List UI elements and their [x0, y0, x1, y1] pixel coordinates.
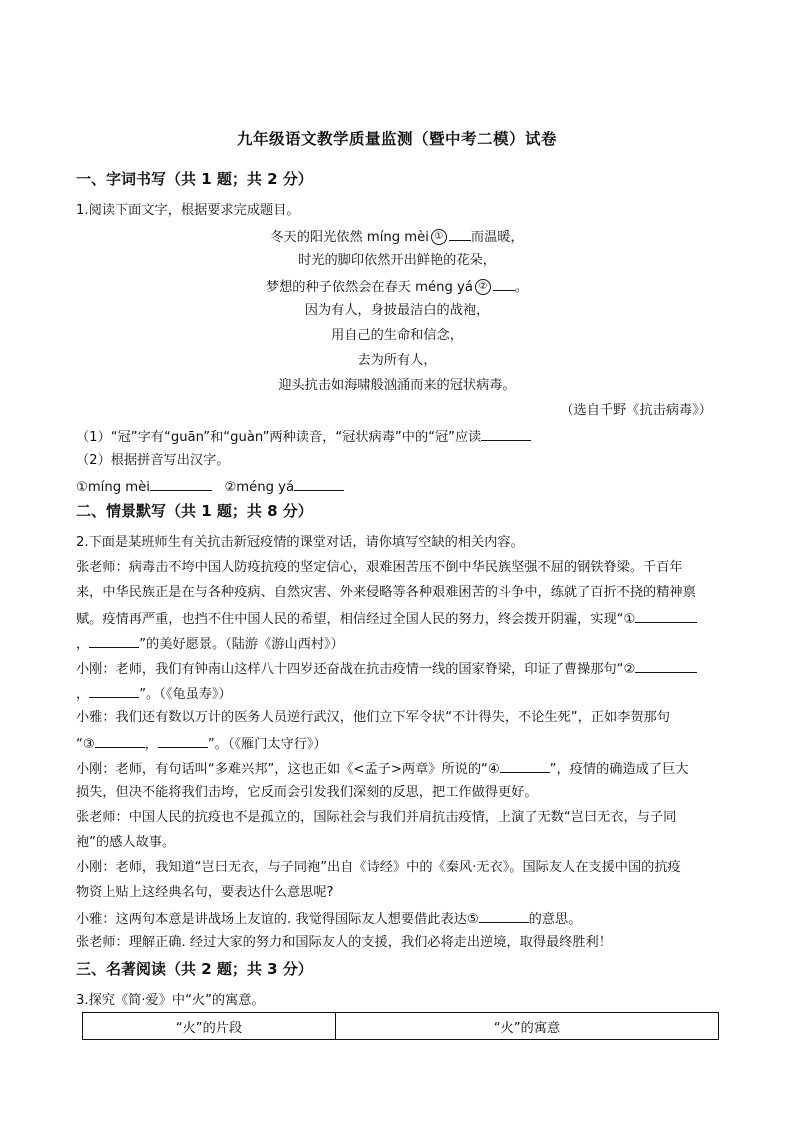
- poem-source: （选自千野《抗击病毒》）: [560, 403, 712, 418]
- q2-line-17: 张老师：理解正确. 经过大家的努力和国际友人的支援，我们必将走出逆境，取得最终胜利！: [76, 935, 612, 950]
- answer-blank[interactable]: [635, 610, 697, 623]
- q2-line-11: 损失，但决不能将我们击垮，它反而会引发我们深刻的反思，把工作做得更好。: [76, 785, 538, 800]
- answer-blank[interactable]: [635, 660, 697, 673]
- table-header-cell: “火”的寓意: [336, 1013, 719, 1040]
- circled-number: ①: [431, 229, 447, 245]
- answer-blank[interactable]: [481, 428, 531, 441]
- fire-meaning-table: [82, 1012, 719, 1040]
- page-title: 九年级语文教学质量监测（暨中考二模）试卷: [236, 130, 557, 148]
- section-heading-1: 一、字词书写（共 1 题；共 2 分）: [76, 170, 313, 188]
- answer-blank[interactable]: [89, 635, 139, 648]
- q1-sub1: （1）“冠”字有“guān”和“guàn”两种读音，“冠状病毒”中的“冠”应读: [76, 428, 531, 446]
- answer-blank[interactable]: [89, 685, 139, 698]
- q2-line-10: 小刚：老师，有句话叫“多难兴邦”，这也正如《<孟子>两章》所说的“④ ”，疫情的确造成了巨大: [76, 762, 689, 777]
- answer-blank[interactable]: [294, 478, 344, 491]
- poem-line-5: 用自己的生命和信念，: [331, 328, 463, 343]
- answer-blank[interactable]: [449, 228, 471, 241]
- q2-line-4: 赋。疫情再严重，也挡不住中国人民的希望，相信经过全国人民的努力，终会拨开阴霾，实现“①: [76, 610, 697, 628]
- answer-blank[interactable]: [493, 278, 515, 291]
- answer-blank[interactable]: [150, 478, 212, 491]
- poem-line-3: 梦想的种子依然会在春天 méng yá ② 。: [265, 280, 529, 295]
- q2-line-9: “③ ， ”。（《雁门太守行》）: [76, 737, 327, 752]
- answer-blank[interactable]: [500, 760, 550, 773]
- q2-line-16: 小雅：这两句本意是讲战场上友谊的. 我觉得国际友人想要借此表达⑤ 的意思。: [76, 912, 582, 927]
- q2-line-13: 袍”的感人故事。: [76, 835, 176, 850]
- circled-number: ②: [475, 279, 491, 295]
- q2-line-2: 张老师：病毒击不垮中国人防疫抗疫的坚定信心，艰难困苦压不倒中华民族坚强不屈的钢铁脊梁。千百年: [76, 560, 683, 575]
- poem-line-7: 迎头抗击如海啸般汹涌而来的冠状病毒。: [278, 378, 516, 393]
- section-heading-2: 二、情景默写（共 1 题；共 8 分）: [76, 502, 313, 520]
- table-row: [83, 1013, 719, 1040]
- answer-blank[interactable]: [158, 735, 208, 748]
- section-heading-3: 三、名著阅读（共 2 题；共 3 分）: [76, 960, 313, 978]
- q2-line-7: ， ”。（《龟虽寿》）: [76, 687, 232, 702]
- q2-line-8: 小雅：我们还有数以万计的医务人员逆行武汉，他们立下军令状“不计得失，不论生死”，正如李贺那句: [76, 710, 670, 725]
- q2-line-6: 小刚：老师，我们有钟南山这样八十四岁还奋战在抗击疫情一线的国家脊梁，印证了曹操那句“②: [76, 660, 697, 678]
- q2-line-12: 张老师：中国人民的抗疫也不是孤立的，国际社会与我们并肩抗击疫情，上演了无数“岂曰无衣，与子同: [76, 810, 677, 825]
- q2-line-15: 物资上贴上这经典名句，要表达什么意思呢?: [76, 885, 334, 900]
- answer-blank[interactable]: [479, 910, 529, 923]
- poem-line-1: 冬天的阳光依然 míng mèi ① 而温暖，: [270, 230, 524, 245]
- q1-sub2: （2）根据拼音写出汉字。: [76, 453, 230, 468]
- q1-intro: 1.阅读下面文字，根据要求完成题目。: [76, 203, 300, 218]
- poem-line-6: 去为所有人，: [357, 353, 437, 368]
- table-header-cell: “火”的片段: [83, 1013, 336, 1040]
- q2-line-3: 来，中华民族正是在与各种疫病、自然灾害、外来侵略等各种艰难困苦的斗争中，练就了百折不挠的精神禀: [76, 585, 696, 600]
- q1-sub2-answers: ①míng mèi ②méng yá: [76, 478, 344, 496]
- answer-blank[interactable]: [95, 735, 145, 748]
- q3-intro: 3.探究《简·爱》中“火”的寓意。: [76, 993, 265, 1008]
- q2-line-14: 小刚：老师，我知道“岂曰无衣，与子同袍”出自《诗经》中的《秦风·无衣》。国际友人在支援中国的抗疫: [76, 860, 681, 875]
- poem-line-4: 因为有人，身披最洁白的战袍，: [304, 303, 490, 318]
- q2-line-1: 2.下面是某班师生有关抗击新冠疫情的课堂对话，请你填写空缺的相关内容。: [76, 535, 524, 550]
- poem-line-2: 时光的脚印依然开出鲜艳的花朵，: [298, 253, 496, 268]
- q2-line-5: ， ”的美好愿景。（陆游《游山西村》）: [76, 637, 344, 652]
